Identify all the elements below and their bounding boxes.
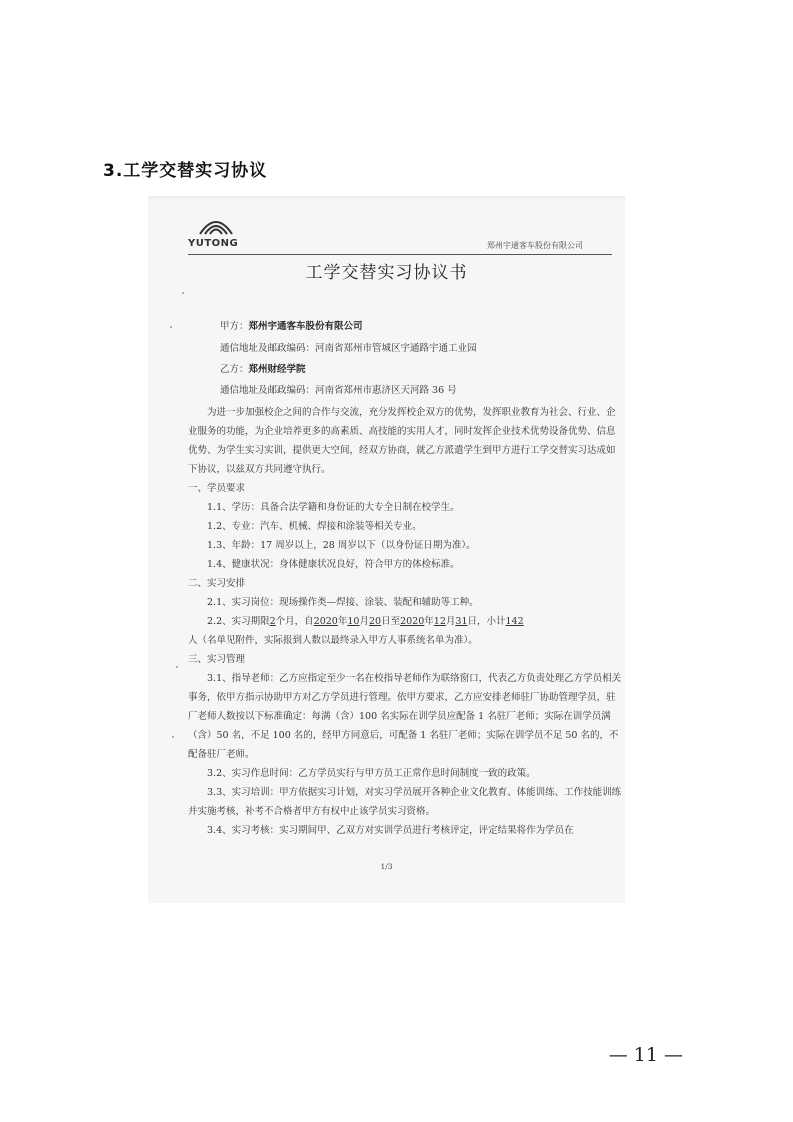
s2-text: 年 [337, 616, 348, 627]
s3-item-2: 3.2、实习作息时间：乙方学员实行与甲方员工正常作息时间制度一致的政策。 [207, 768, 536, 779]
to-day: 31 [455, 616, 468, 627]
s1-item: 1.4、健康状况：身体健康状况良好，符合甲方的体检标准。 [207, 559, 460, 570]
party-a-address: 通信地址及邮政编码：河南省郑州市管城区宇通路宇通工业园 [220, 343, 477, 354]
section-2-heading: 二、实习安排 [188, 578, 246, 589]
s2-text: 月 [359, 616, 369, 627]
s2-item-1: 2.1、实习岗位：现场操作类—焊接、涂装、装配和辅助等工种。 [207, 597, 479, 608]
intro-paragraph: 为进一步加强校企之间的合作与交流，充分发挥校企双方的优势，发挥职业教育为社会、行业、企业服务的功能，为企业培养更多的高素质、高技能的实用人才，同时发挥企业技术优势设备优势、信息优势、为学生实习实训，提供更大空间，经双方协商，就乙方派遣学生到甲方进行工学交替实习达成如下协议，以兹双方共同遵守执行。 [188, 407, 616, 475]
section-1-heading: 一、学员要求 [188, 483, 246, 494]
logo-text: YUTONG [188, 238, 239, 249]
s2-item2-prefix: 2.2、实习期限 [207, 616, 270, 627]
s2-text: 月 [445, 616, 456, 627]
party-a-name: 郑州宇通客车股份有限公司 [248, 321, 363, 332]
s2-text: 日，小计 [467, 616, 506, 627]
yutong-swoosh-icon [196, 214, 236, 238]
s1-item: 1.3、年龄：17 周岁以上，28 周岁以下（以身份证日期为准）。 [207, 540, 476, 551]
scanned-agreement [148, 196, 625, 903]
s2-text: 年 [424, 616, 434, 627]
s3-item-4: 3.4、实习考核：实习期间甲、乙双方对实训学员进行考核评定，评定结果将作为学员在 [207, 825, 574, 836]
party-b-line [220, 361, 306, 375]
scan-page-number: 1/3 [380, 862, 393, 871]
scan-speck [170, 326, 172, 328]
scan-speck [172, 736, 174, 738]
to-month: 12 [433, 616, 446, 627]
company-logo [188, 214, 258, 254]
document-title: 工学交替实习协议书 [305, 263, 468, 283]
s3-item-1: 3.1、指导老师：乙方应指定至少一名在校指导老师作为联络窗口，代表乙方负责处理乙方学员相关事务，依甲方指示协助甲方对乙方学员进行管理。依甲方要求，乙方应安排老师驻厂协助管理学员，驻厂老师人数按以下标准确定：每满（含）100 名实际在训学员应配备 1 名驻厂老师；实际在训学员满（含）50 名，不足 100 名的，经甲方同意后，可配备 1 名驻厂老师；实际在训学员不足 50 名的，不配备驻厂老师。 [188, 673, 622, 760]
s2-text: 日至 [381, 616, 401, 627]
party-a-line [220, 318, 363, 332]
s3-item-3: 3.3、实习培训：甲方依据实习计划，对实习学员展开各种企业文化教育、体能训练、工作技能训练并实施考核，补考不合格者甲方有权中止该学员实习资格。 [188, 787, 622, 817]
agreement-body [188, 403, 622, 840]
scan-speck [176, 666, 178, 668]
section-3-heading: 三、实习管理 [188, 654, 246, 665]
party-b-label: 乙方： [220, 364, 249, 375]
from-year: 2020 [313, 616, 338, 627]
s2-text: 个月，自 [275, 616, 314, 627]
student-count: 142 [505, 616, 524, 627]
party-a-label: 甲方： [220, 321, 249, 332]
party-b-name: 郑州财经学院 [248, 364, 306, 375]
s2-item-2-continuation: 人（名单见附件，实际报到人数以最终录入甲方人事系统名单为准）。 [188, 635, 478, 646]
to-year: 2020 [400, 616, 425, 627]
header-rule [188, 254, 612, 255]
from-day: 20 [368, 616, 382, 627]
months-value: 2 [269, 616, 276, 627]
s1-item: 1.2、专业：汽车、机械、焊接和涂装等相关专业。 [207, 521, 422, 532]
section-heading: 3.工学交替实习协议 [103, 161, 268, 181]
from-month: 10 [347, 616, 360, 627]
company-header: 郑州宇通客车股份有限公司 [487, 241, 583, 250]
scan-edge [148, 196, 625, 202]
s1-item: 1.1、学历：具备合法学籍和身份证的大专全日制在校学生。 [207, 502, 460, 513]
scan-speck [182, 292, 184, 294]
party-b-address: 通信地址及邮政编码：河南省郑州市惠济区天河路 36 号 [220, 385, 457, 396]
page-footer: — 11 — [608, 1044, 683, 1066]
s2-item-2 [188, 612, 622, 631]
